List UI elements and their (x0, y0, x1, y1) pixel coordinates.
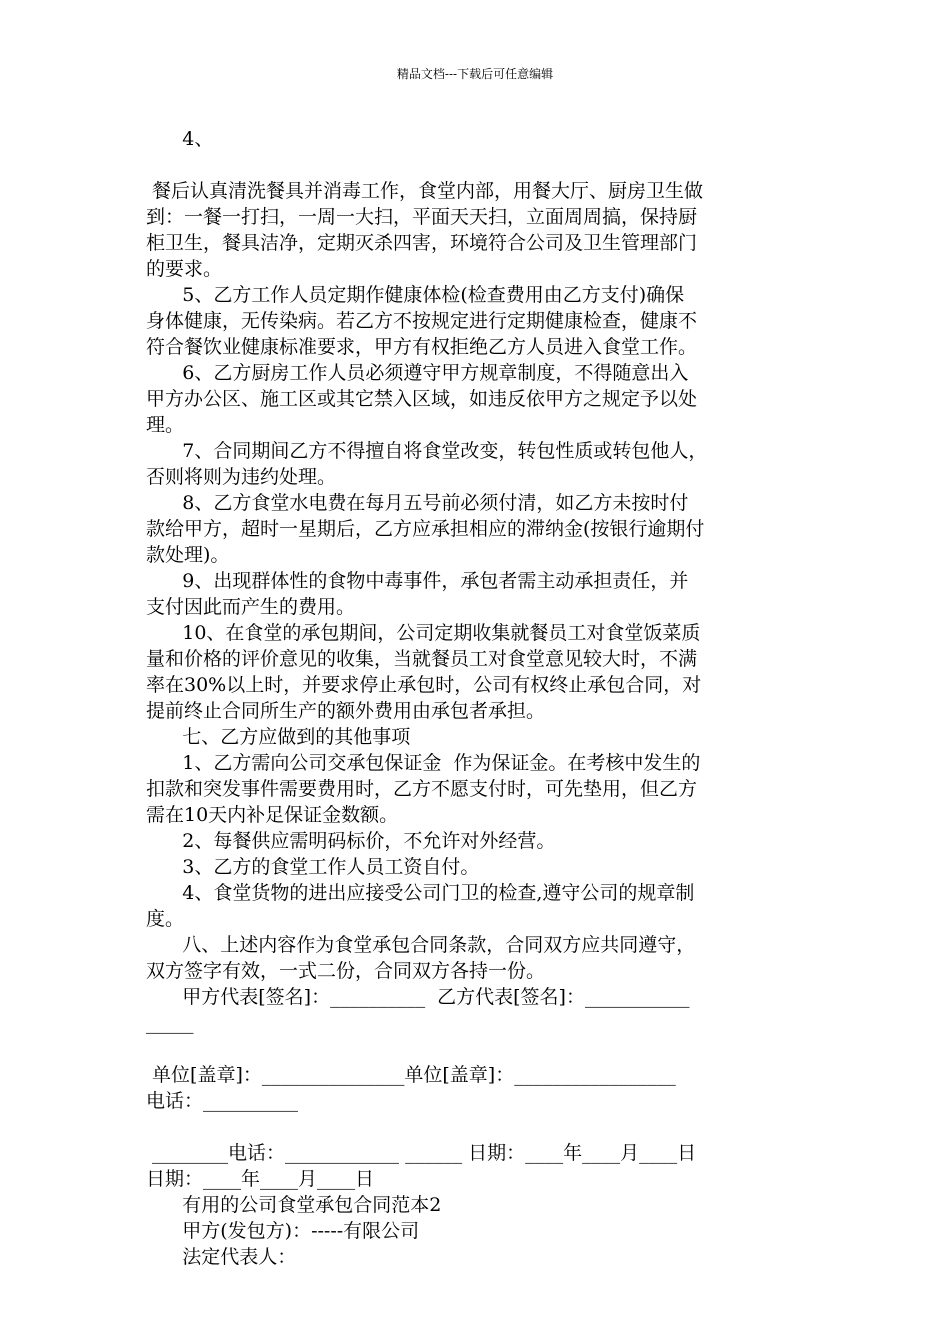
text-line: 有用的公司食堂承包合同范本2 (146, 1194, 442, 1216)
text-line: 需在10天内补足保证金数额。 (146, 804, 399, 826)
page-header: 精品文档---下载后可任意编辑 (396, 67, 554, 81)
text-line (146, 152, 808, 178)
text-line: 7、合同期间乙方不得擅自将食堂改变，转包性质或转包他人， (146, 440, 708, 462)
text-line: 否则将则为违约处理。 (146, 466, 337, 488)
text-line: 3、乙方的食堂工作人员工资自付。 (146, 856, 480, 878)
text-line: 4、食堂货物的进出应接受公司门卫的检查,遵守公司的规章制 (146, 882, 695, 904)
text-line: 度。 (146, 908, 185, 930)
text-line: 率在30%以上时，并要求停止承包时，公司有权终止承包合同，对 (146, 674, 702, 696)
text-line: 10、在食堂的承包期间，公司定期收集就餐员工对食堂饭菜质 (146, 622, 701, 644)
text-line: 9、出现群体性的食物中毒事件，承包者需主动承担责任，并 (146, 570, 689, 592)
text-line: _____ (146, 1012, 194, 1034)
text-line: 身体健康，无传染病。若乙方不按规定进行定期健康检查，健康不 (146, 310, 698, 332)
text-line (146, 1036, 808, 1062)
document-body (146, 126, 808, 1270)
text-line: 柜卫生，餐具洁净，定期灭杀四害，环境符合公司及卫生管理部门 (146, 232, 698, 254)
text-line: 七、乙方应做到的其他事项 (146, 726, 411, 748)
text-line: 法定代表人： (146, 1246, 297, 1268)
text-line: 餐后认真清洗餐具并消毒工作，食堂内部，用餐大厅、厨房卫生做 (146, 180, 704, 202)
text-line: 量和价格的评价意见的收集，当就餐员工对食堂意见较大时，不满 (146, 648, 698, 670)
text-line: 到：一餐一打扫，一周一大扫，平面天天扫，立面周周搞，保持厨 (146, 206, 698, 228)
text-line: 符合餐饮业健康标准要求，甲方有权拒绝乙方人员进入食堂工作。 (146, 336, 698, 358)
text-line: 提前终止合同所生产的额外费用由承包者承担。 (146, 700, 546, 722)
text-line: 款给甲方，超时一星期后，乙方应承担相应的滞纳金(按银行逾期付 (146, 518, 705, 540)
text-line: 八、上述内容作为食堂承包合同条款，合同双方应共同遵守， (146, 934, 696, 956)
text-line: 双方签字有效，一式二份，合同双方各持一份。 (146, 960, 546, 982)
text-line: ________电话：____________ ______ 日期：____年____月____日 (146, 1142, 697, 1164)
text-line: 2、每餐供应需明码标价，不允许对外经营。 (146, 830, 556, 852)
text-line: 4、 (146, 128, 214, 150)
text-line: 5、乙方工作人员定期作健康体检(检查费用由乙方支付)确保 (146, 284, 685, 306)
text-line: 1、乙方需向公司交承包保证金 作为保证金。在考核中发生的 (146, 752, 701, 774)
text-line: 甲方代表[签名]：__________ 乙方代表[签名]：___________ (146, 986, 690, 1008)
text-line: 扣款和突发事件需要费用时，乙方不愿支付时，可先垫用，但乙方 (146, 778, 698, 800)
text-line: 甲方办公区、施工区或其它禁入区域，如违反依甲方之规定予以处 (146, 388, 698, 410)
text-line (146, 1114, 808, 1140)
text-line: 6、乙方厨房工作人员必须遵守甲方规章制度，不得随意出入 (146, 362, 689, 384)
text-line: 款处理)。 (146, 544, 230, 566)
text-line: 电话：__________ (146, 1090, 299, 1112)
text-line: 单位[盖章]：_______________单位[盖章]：_________________ (146, 1064, 676, 1086)
text-line: 的要求。 (146, 258, 223, 280)
text-line: 理。 (146, 414, 185, 436)
text-line: 8、乙方食堂水电费在每月五号前必须付清，如乙方未按时付 (146, 492, 689, 514)
text-line: 支付因此而产生的费用。 (146, 596, 356, 618)
text-line: 日期：____年____月____日 (146, 1168, 375, 1190)
text-line: 甲方(发包方)：-----有限公司 (146, 1220, 420, 1242)
